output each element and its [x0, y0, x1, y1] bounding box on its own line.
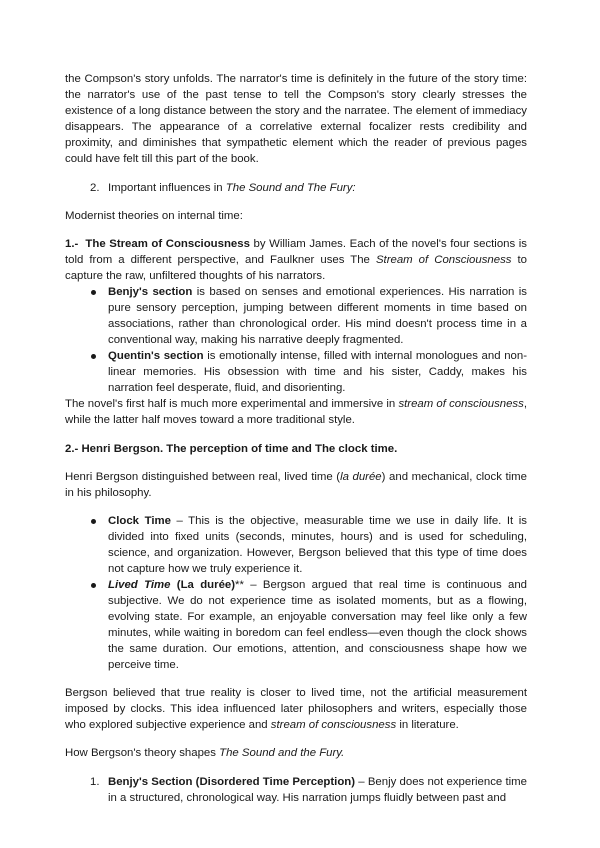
bullet-icon [91, 354, 96, 359]
section1-number: 1.- [65, 238, 79, 250]
list-number: 1. [90, 776, 100, 788]
section2-bullet-list [65, 513, 527, 673]
intro-paragraph: the Compson's story unfolds. The narrator's time is definitely in the future of the story time: the narrator's use of the past tense to tell the Compson's story clearly stresses the existence of a long distance between the story and the narratee. The element of immediacy disappears. The appearance of a correlative external focalizer rests credibility and proximity, and diminishes that sympathetic element which the reader of previous pages could have felt till this part of the book. [65, 73, 527, 165]
section2-heading: 2.- Henri Bergson. The perception of time and The clock time. [65, 443, 398, 455]
document-page [65, 71, 527, 806]
how-bergson-label: How Bergson's theory shapes The Sound and the Fury. [65, 747, 345, 759]
section1-intro: 1.- The Stream of Consciousness by William James. Each of the novel's four sections is told from a different perspective, and Faulkner uses The Stream of Consciousness to capture the raw, unfiltered thoughts of his narrators. [65, 238, 527, 282]
bullet-item-benjy: Benjy's section is based on senses and emotional experiences. His narration is pure sensory perception, jumping between different moments in time based on associations, rather than chronological order. His mind doesn't process time in a conventional way, making his narrative deeply fragmented. [65, 284, 527, 348]
bullet-icon [91, 519, 96, 524]
section1-title: The Stream of Consciousness [85, 238, 250, 250]
section2-intro: Henri Bergson distinguished between real, lived time (la durée) and mechanical, clock time in his philosophy. [65, 471, 527, 499]
section1-bullet-list [65, 284, 527, 396]
list-number: 2. [90, 182, 100, 194]
section2-conclusion: Bergson believed that true reality is closer to lived time, not the artificial measurement imposed by clocks. This idea influenced later philosophers and writers, especially those who explored subjective experience and stream of consciousness in literature. [65, 687, 527, 731]
numbered-item-influences: 2. Important influences in The Sound and The Fury: [90, 182, 356, 194]
section1-summary: The novel's first half is much more experimental and immersive in stream of consciousness, while the latter half moves toward a more traditional style. [65, 398, 527, 426]
numbered-item-benjy-section: 1. Benjy's Section (Disordered Time Perception) – Benjy does not experience time in a structured, chronological way. His narration jumps fluidly between past and [90, 776, 527, 804]
bullet-icon [91, 290, 96, 295]
bullet-item-quentin: Quentin's section is emotionally intense, filled with internal monologues and non-linear memories. His obsession with time and his sister, Caddy, makes his narration feel desperate, fluid, and disorienting. [65, 348, 527, 396]
bullet-item-lived-time: Lived Time (La durée)** – Bergson argued that real time is continuous and subjective. We do not experience time as isolated moments, but as a flowing, evolving state. For example, an enjoyable conversation may feel like only a few minutes, while waiting in boredom can feel endless—even though the clock shows the same duration. Our emotions, attention, and consciousness shape how we perceive time. [65, 577, 527, 673]
modernist-label: Modernist theories on internal time: [65, 210, 243, 222]
bullet-icon [91, 583, 96, 588]
bullet-item-clock-time: Clock Time – This is the objective, measurable time we use in daily life. It is divided into fixed units (seconds, minutes, hours) and is used for scheduling, science, and organization. However, Bergson believed that this type of time does not capture how we truly experience it. [65, 513, 527, 577]
